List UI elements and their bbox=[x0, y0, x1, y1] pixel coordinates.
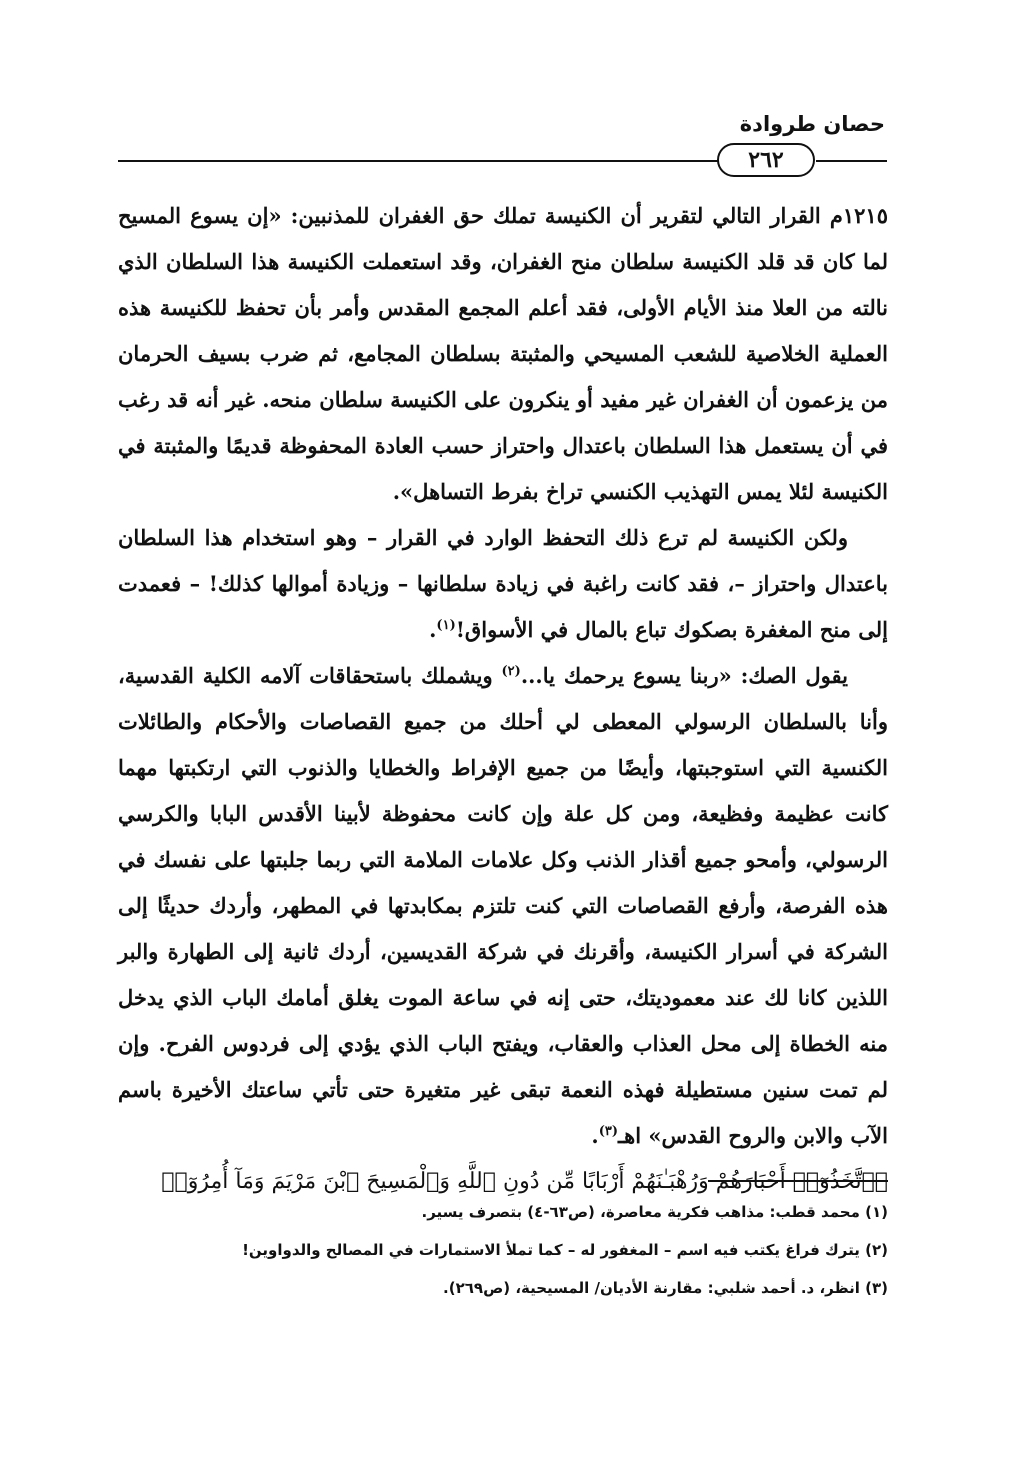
paragraph-end: . bbox=[429, 617, 437, 642]
footnote-number: (٣) bbox=[865, 1279, 888, 1297]
main-text bbox=[118, 193, 888, 1205]
running-header-title: حصان طروادة bbox=[739, 112, 885, 136]
paragraph-text: ١٢١٥م القرار التالي لتقرير أن الكنيسة تملك حق الغفران للمذنبين: «إن يسوع المسيح لما كان قد قلد الكنيسة سلطان منح الغفران، وقد استعملت الكنيسة هذا السلطان الذي نالته من العلا منذ الأيام الأولى، فقد أعلم المجمع المقدس وأمر بأن تحفظ للكنيسة هذه العملية الخلاصية للشعب المسيحي والمثبتة بسلطان المجامع، ثم ضرب بسيف الحرمان من يزعمون أن الغفران غير مفيد أو ينكرون على الكنيسة سلطان منحه. غير أنه قد رغب في أن يستعمل هذا السلطان باعتدال واحتراز حسب العادة المحفوظة قديمًا والمثبتة في الكنيسة لئلا يمس التهذيب الكنسي تراخ بفرط التساهل». bbox=[118, 203, 888, 504]
footnote-text: محمد قطب: مذاهب فكرية معاصرة، (ص٦٣-٤) بتصرف يسير. bbox=[421, 1203, 860, 1221]
footnote-number: (٢) bbox=[865, 1241, 888, 1259]
footnote-separator bbox=[708, 1180, 888, 1182]
paragraph-text: يقول الصك: «ربنا يسوع يرحمك يا... bbox=[520, 663, 848, 688]
quran-verse: ﴿ٱتَّخَذُوٓا۟ أَحْبَارَهُمْ وَرُهْبَـٰنَهُمْ أَرْبَابًا مِّن دُونِ ٱللَّهِ وَٱلْمَسِيحَ ٱبْنَ مَرْيَمَ وَمَآ أُمِرُوٓا۟ bbox=[161, 1169, 888, 1194]
paragraph-text: ويشملك باستحقاقات آلامه الكلية القدسية، وأنا بالسلطان الرسولي المعطى لي أحلك من جميع القصاصات والأحكام والطائلات الكنسية التي استوجبتها، وأيضًا من جميع الإفراط والخطايا والذنوب التي ارتكبتها مهما كانت عظيمة وفظيعة، ومن كل علة وإن كانت محفوظة لأبينا الأقدس البابا والكرسي الرسولي، وأمحو جميع أقذار الذنب وكل علامات الملامة التي ربما جلبتها على نفسك في هذه الفرصة، وأرفع القصاصات التي كنت تلتزم بمكابدتها في المطهر، وأردك حديثًا إلى الشركة في أسرار الكنيسة، وأقرنك في شركة القديسين، أردك ثانية إلى الطهارة والبر اللذين كانا لك عند معموديتك، حتى إنه في ساعة الموت يغلق أمامك الباب الذي يدخل منه الخطاة إلى محل العذاب والعقاب، ويفتح الباب الذي يؤدي إلى فردوس الفرح. وإن لم تمت سنين مستطيلة فهذه النعمة تبقى غير متغيرة حتى تأتي ساعتك الأخيرة باسم الآب والابن والروح القدس» اهـ bbox=[118, 663, 888, 1148]
paragraph-indulgence-text bbox=[118, 653, 888, 1159]
footnote-ref-3[interactable]: (٣) bbox=[598, 1124, 619, 1139]
footnote-ref-2[interactable]: (٢) bbox=[501, 664, 521, 679]
footnote-text: انظر، د. أحمد شلبي: مقارنة الأديان/ المسيحية، (ص٢٦٩). bbox=[443, 1279, 860, 1297]
footnote-3 bbox=[118, 1269, 888, 1307]
footnote-number: (١) bbox=[865, 1203, 888, 1221]
footnote-1 bbox=[118, 1193, 888, 1231]
footnote-ref-1[interactable]: (١) bbox=[436, 618, 456, 633]
header-rule-right bbox=[816, 160, 887, 162]
paragraph-church-commentary bbox=[118, 515, 888, 653]
footnote-text: يترك فراغ يكتب فيه اسم – المغفور له – كما تملأ الاستمارات في المصالح والدواوين! bbox=[242, 1241, 860, 1259]
footnotes bbox=[118, 1193, 888, 1307]
paragraph-end: . bbox=[591, 1123, 599, 1148]
footnote-2 bbox=[118, 1231, 888, 1269]
paragraph-council-decree bbox=[118, 193, 888, 515]
paragraph-text: ولكن الكنيسة لم ترع ذلك التحفظ الوارد في القرار – وهو استخدام هذا السلطان باعتدال واحتراز –، فقد كانت راغبة في زيادة سلطانها – وزيادة أموالها كذلك! – فعمدت إلى منح المغفرة بصكوك تباع بالمال في الأسواق! bbox=[118, 525, 888, 642]
header-rule-left bbox=[118, 160, 718, 162]
page-number-badge: ٢٦٢ bbox=[717, 143, 815, 177]
